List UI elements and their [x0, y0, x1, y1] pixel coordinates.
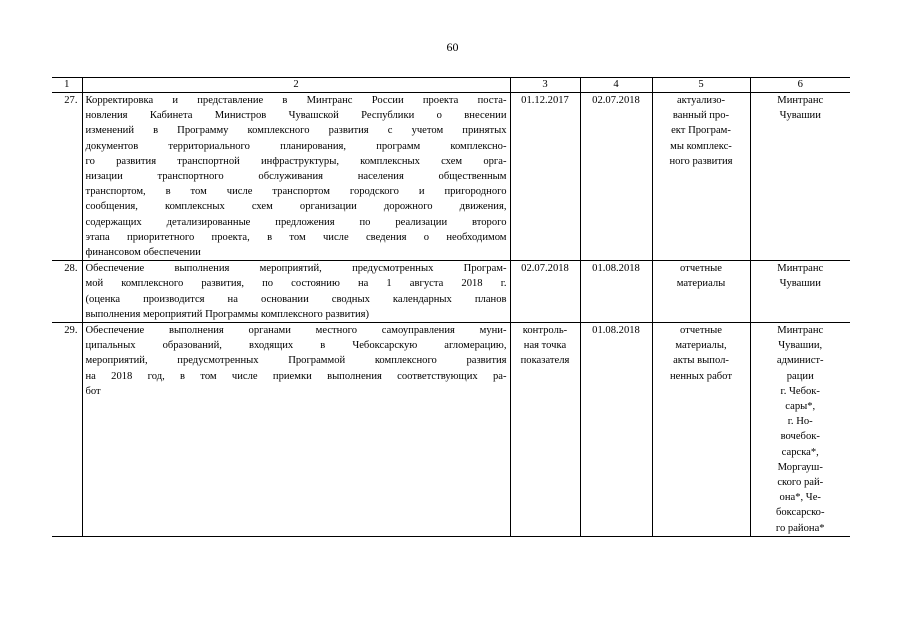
- responsible-line: Чувашии: [779, 278, 821, 290]
- description-line: изменений в Программу комплексного развития с учетом принятых: [85, 125, 507, 137]
- description-line: новления Кабинета Министров Чувашской Республики о внесении: [85, 110, 507, 122]
- result-line: ного развития: [669, 155, 733, 167]
- table-row: [52, 323, 850, 537]
- row-end-cell: [580, 261, 652, 323]
- row-start-cell: [510, 323, 580, 537]
- responsible-line: Минтранс: [777, 95, 824, 106]
- responsible-line: Чувашии,: [778, 340, 823, 352]
- description-line: Обеспечение выполнения органами местного самоуправления муни-: [85, 325, 507, 337]
- responsible-line: сары*,: [785, 401, 816, 413]
- row-start-cell: [510, 261, 580, 323]
- row-result-cell: [652, 323, 750, 537]
- description-line: бот: [85, 385, 101, 397]
- result-line: мы комплекс-: [670, 140, 732, 152]
- row-description-cell: [82, 323, 510, 537]
- end-line: 01.08.2018: [592, 263, 640, 275]
- row-result-cell: [652, 261, 750, 323]
- description-line: мой комплексного развития, по состоянию на 1 августа 2018 г.: [85, 278, 507, 290]
- responsible-line: Минтранс: [777, 325, 824, 337]
- description-line: низации транспортного обслуживания населения общественным: [85, 171, 507, 183]
- description-line: ципальных образований, входящих в Чебоксарскую агломерацию,: [85, 340, 507, 352]
- description-line: (оценка производится на основании сводных календарных планов: [85, 293, 507, 305]
- responsible-line: ского рай-: [777, 477, 824, 489]
- responsible-line: она*, Че-: [779, 492, 821, 504]
- start-line: 01.12.2017: [521, 95, 569, 106]
- responsible-line: Чувашии: [779, 110, 821, 122]
- description-line: мероприятий, предусмотренных Программой комплексного развития: [85, 355, 507, 367]
- description-line: документов территориального планирования, программ комплексно-: [85, 140, 507, 152]
- result-line: ненных работ: [670, 370, 732, 382]
- responsible-line: рации: [786, 370, 814, 382]
- responsible-line: админист-: [776, 355, 824, 367]
- result-line: материалы,: [675, 340, 727, 352]
- header-col-6: 6: [750, 78, 850, 93]
- description-line: Корректировка и представление в Минтранс России проекта поста-: [85, 95, 507, 106]
- result-line: отчетные: [680, 263, 722, 275]
- header-col-4: 4: [580, 78, 652, 93]
- header-col-5: 5: [652, 78, 750, 93]
- row-responsible-cell: [750, 261, 850, 323]
- end-line: 02.07.2018: [592, 95, 640, 106]
- start-line: 02.07.2018: [521, 263, 569, 275]
- responsible-line: го района*: [775, 522, 825, 534]
- responsible-line: сарска*,: [781, 446, 819, 458]
- start-line: показателя: [520, 355, 570, 367]
- description-line: содержащих детализированные предложения по реализации второго: [85, 216, 507, 228]
- start-line: контроль-: [522, 325, 568, 337]
- header-col-3: 3: [510, 78, 580, 93]
- responsible-line: Минтранс: [777, 263, 824, 275]
- row-end-cell: [580, 323, 652, 537]
- row-number-cell: 29.: [52, 323, 82, 537]
- result-line: акты выпол-: [673, 355, 729, 367]
- description-line: финансовом обеспечении: [85, 247, 201, 259]
- description-line: транспортом, в том числе транспортом городского и пригородного: [85, 186, 507, 198]
- table-row: [52, 93, 850, 261]
- row-description-cell: [82, 261, 510, 323]
- description-line: Обеспечение выполнения мероприятий, предусмотренных Програм-: [85, 263, 507, 275]
- result-line: актуализо-: [676, 95, 726, 106]
- page-number: 60: [446, 40, 459, 54]
- row-number-cell: 27.: [52, 93, 82, 261]
- description-line: го развития транспортной инфраструктуры, комплексных схем орга-: [85, 155, 507, 167]
- row-responsible-cell: [750, 323, 850, 537]
- header-col-2: 2: [82, 78, 510, 93]
- description-line: на 2018 год, в том числе приемки выполнения соответствующих ра-: [85, 370, 507, 382]
- row-number-cell: 28.: [52, 261, 82, 323]
- row-start-cell: [510, 93, 580, 261]
- table-row: [52, 261, 850, 323]
- header-col-1: 1: [52, 78, 82, 93]
- result-line: отчетные: [680, 325, 722, 337]
- end-line: 01.08.2018: [592, 325, 640, 337]
- table-header-row: [52, 78, 850, 93]
- result-line: ванный про-: [672, 110, 730, 122]
- responsible-line: г. Но-: [787, 416, 813, 428]
- row-result-cell: [652, 93, 750, 261]
- description-line: сообщения, комплексных схем организации дорожного движения,: [85, 201, 507, 213]
- responsible-line: вочебок-: [780, 431, 820, 443]
- responsible-line: боксарско-: [775, 507, 825, 519]
- row-description-cell: [82, 93, 510, 261]
- activities-table: [52, 77, 850, 537]
- start-line: ная точка: [523, 340, 567, 352]
- row-end-cell: [580, 93, 652, 261]
- description-line: выполнения мероприятий Программы комплексного развития): [85, 308, 370, 320]
- row-responsible-cell: [750, 93, 850, 261]
- responsible-line: г. Чебок-: [780, 385, 820, 397]
- table-body: [52, 93, 850, 537]
- result-line: ект Програм-: [671, 125, 731, 137]
- responsible-line: Моргауш-: [777, 461, 823, 473]
- result-line: материалы: [676, 278, 726, 290]
- description-line: этапа приоритетного проекта, в том числе сведения о необходимом: [85, 231, 507, 243]
